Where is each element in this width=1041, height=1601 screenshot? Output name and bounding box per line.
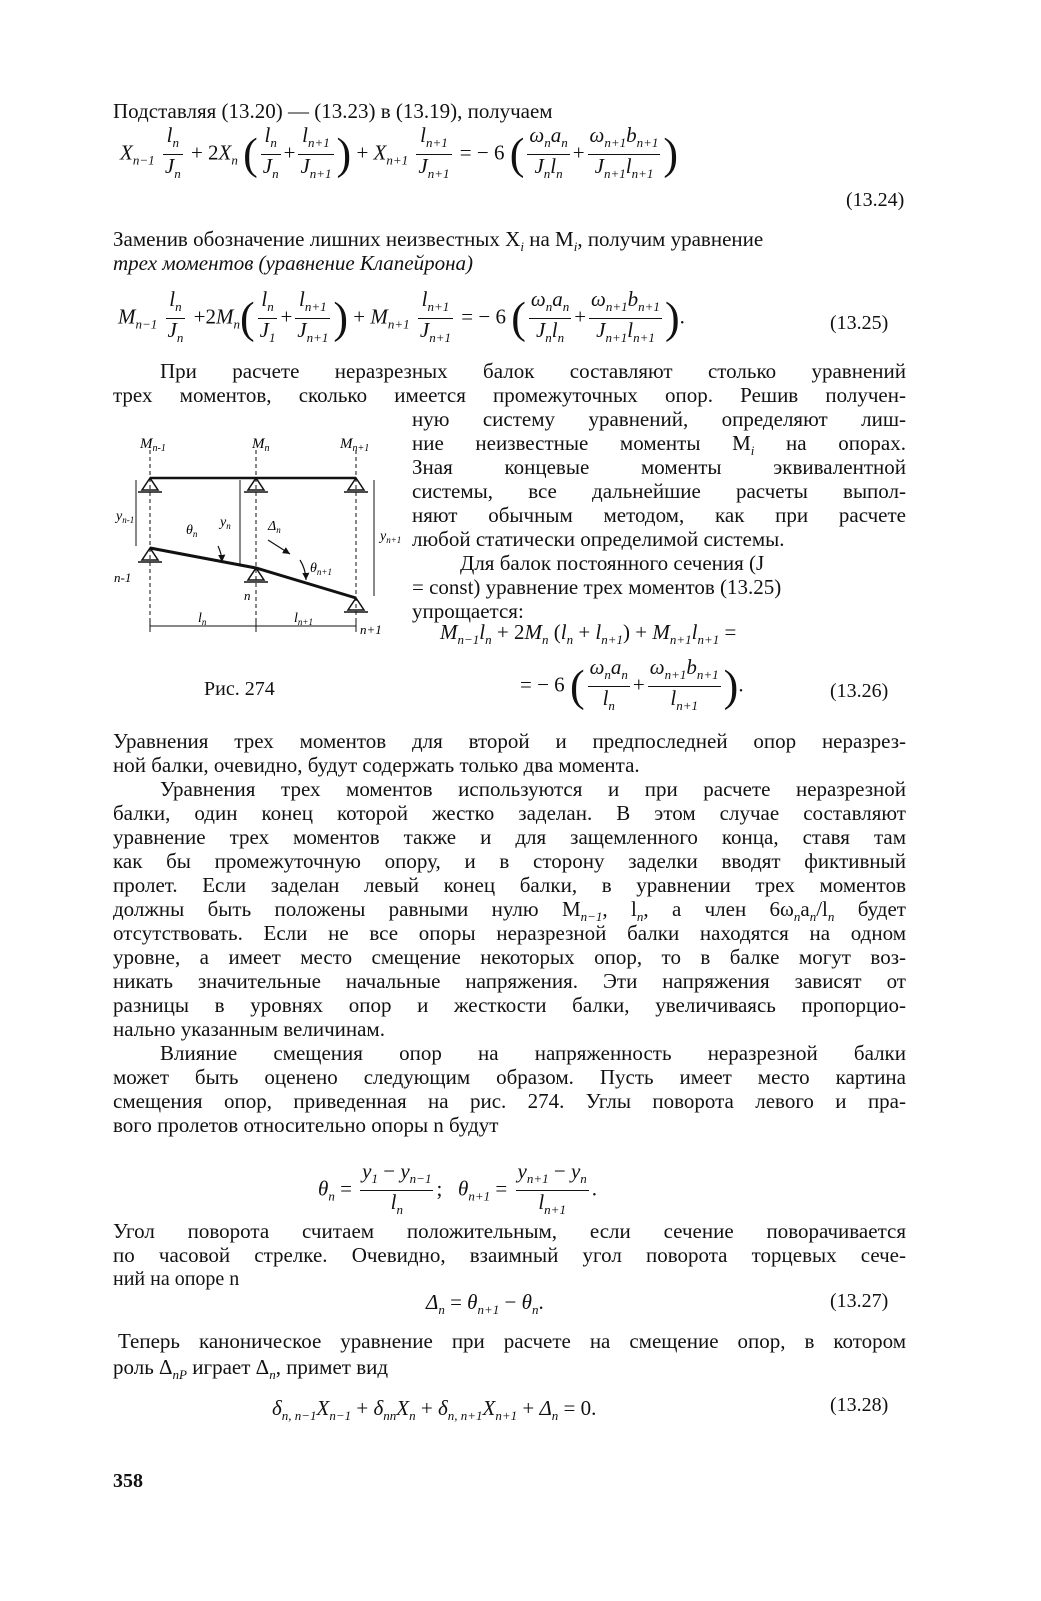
para3-line-3: уравнение трех моментов также и для защемленного конца, ставя там xyxy=(113,825,906,849)
para6-line-1: Теперь каноническое уравнение при расчете на смещение опор, в котором xyxy=(118,1329,906,1353)
delta-arrow xyxy=(268,540,290,554)
eq-number-13-28: (13.28) xyxy=(830,1394,889,1416)
equation-13-25: $M_{n-1}$ $\frac{l_n}{J_n}$ $+2M_n$( $\frac{l_n}{J_1}$ + $\frac{l_{n+1}}{J_{n+1}}$ ) + $M_{n+1}$ $\frac{l_{n+1}}{J_{n+1}}$ = − 6 ( $\frac{\omega_na_n}{J_nl_n}$ + $\frac{\omega_{n+1}b_{n+1}}{J_{n+1}l_{n+1}}$ ). xyxy=(118,287,685,346)
para6-line-2 xyxy=(113,1354,388,1388)
rename-text-1: Заменив обозначение лишних неизвестных X xyxy=(113,227,521,251)
para3-line-6a: должны быть положены равными нулю M xyxy=(113,897,581,921)
para5-line-1: Угол поворота считаем положительным, если сечение поворачивается xyxy=(113,1219,906,1243)
para6-text-a: роль Δ xyxy=(113,1355,173,1379)
label-y-prev: $y_{n-1}$ xyxy=(116,509,135,525)
para5-line-3: ний на опоре n xyxy=(113,1268,240,1290)
para4-line-1: Влияние смещения опор на напряженность неразрезной балки xyxy=(160,1041,906,1065)
equation-13-26-line2: = − 6 ( $\frac{\omega_na_n}{l_n}$ + $\frac{\omega_{n+1}b_{n+1}}{l_{n+1}}$ ). xyxy=(520,655,744,714)
para1-line-5: Зная концевые моменты эквивалентной xyxy=(412,455,906,479)
equation-13-28: $\delta_{n, n-1}X_{n-1} + \delta_{nn}X_n + \delta_{n, n+1}X_{n+1} + \Delta_n = 0$. xyxy=(272,1396,597,1424)
para1-line-9: Для балок постоянного сечения (J xyxy=(460,551,765,575)
para1-line-3: ную систему уравнений, определяют лиш- xyxy=(412,407,906,431)
intro-line: Подставляя (13.20) — (13.23) в (13.19), получаем xyxy=(113,99,553,123)
para6-sub-b: n xyxy=(269,1367,276,1383)
para6-text-b: играет Δ xyxy=(187,1355,270,1379)
para1-line-4: ние неизвестные моменты $M_i$ на опорах. xyxy=(412,431,907,459)
para1-line-1: При расчете неразрезных балок составляют столько уравнений xyxy=(160,359,906,383)
para1-line-4a: ние неизвестные моменты M xyxy=(412,431,751,455)
equation-theta: $\theta_n$ = $\frac{y_1 - y_{n-1}}{l_n}$ ; $\theta_{n+1}$ = $\frac{y_{n+1} - y_n}{l_{n+1}}$ . xyxy=(318,1159,598,1218)
label-m-n: $M_n$ xyxy=(252,436,270,454)
label-m-next: $M_{n+1}$ xyxy=(340,436,370,454)
label-theta-n: $\theta_n$ xyxy=(186,523,198,539)
label-l-next: $l_{n+1}$ xyxy=(294,611,313,627)
para3-line-9: никать значительные начальные напряжения. Эти напряжения зависят от xyxy=(113,969,906,993)
label-theta-next: $\theta_{n+1}$ xyxy=(310,561,332,577)
para6-sub-a: nP xyxy=(172,1367,187,1383)
rename-line: Заменив обозначение лишних неизвестных $X_i$ на $M_i$, получим уравнение xyxy=(113,227,764,255)
para3-line-6d: a xyxy=(800,897,810,921)
figure-274 xyxy=(108,430,408,660)
para1-line-4b: на опорах. xyxy=(754,431,907,455)
label-m-prev: $M_{n-1}$ xyxy=(140,436,166,454)
para3-line-8: уровне, а имеет место смещение некоторых опор, то в балке могут воз- xyxy=(113,945,906,969)
label-node-next: n+1 xyxy=(360,622,382,637)
para3-line-6c: , а член 6ω xyxy=(643,897,794,921)
para3-line-1: Уравнения трех моментов используются и при расчете неразрезной xyxy=(160,777,906,801)
label-node-prev: n-1 xyxy=(114,570,132,585)
para3-line-7: отсутствовать. Если не все опоры неразрезной балки находятся на одном xyxy=(113,921,906,945)
para1-line-2: трех моментов, сколько имеется промежуточных опор. Решив получен- xyxy=(113,383,906,407)
para4-line-2: может быть оценено следующим образом. Пусть имеет место картина xyxy=(113,1065,906,1089)
equation-13-27: $\Delta_n = \theta_{n+1} - \theta_n$. xyxy=(426,1290,544,1318)
para2-line-1: Уравнения трех моментов для второй и предпоследней опор неразрез- xyxy=(113,729,906,753)
para3-line-11: нально указанным величинам. xyxy=(113,1017,385,1041)
para3-line-6f: будет xyxy=(834,897,906,921)
rename-line-2: трех моментов (уравнение Клапейрона) xyxy=(113,251,474,275)
para1-line-10: = const) уравнение трех моментов (13.25) xyxy=(412,575,782,599)
para1-line-7: няют обычным методом, как при расчете xyxy=(412,503,906,527)
para1-line-11: упрощается: xyxy=(412,599,524,623)
para3-line-4: как бы промежуточную опору, и в сторону заделки вводят фиктивный xyxy=(113,849,906,873)
label-y-n: $y_n$ xyxy=(220,515,231,531)
para3-line-6e: /l xyxy=(816,897,828,921)
para1-line-6: системы, все дальнейшие расчеты выпол- xyxy=(412,479,906,503)
equation-13-26-line1: $M_{n-1}l_n + 2M_n$ $(l_n + l_{n+1}) + M_{n+1}l_{n+1}$ = xyxy=(440,620,737,648)
para4-line-3: смещения опор, приведенная на рис. 274. Углы поворота левого и пра- xyxy=(113,1089,906,1113)
figure-caption: Рис. 274 xyxy=(204,678,275,700)
para6-text-c: , примет вид xyxy=(275,1355,389,1379)
eq-number-13-24: (13.24) xyxy=(846,189,905,211)
equation-13-24: $X_{n-1}$ $\frac{l_n}{J_n}$ + $2X_n$ ( $\frac{l_n}{J_n}$ + $\frac{l_{n+1}}{J_{n+1}}$ ) + $X_{n+1}$ $\frac{l_{n+1}}{J_{n+1}}$ = − 6 ( $\frac{\omega_na_n}{J_nl_n}$ + $\frac{\omega_{n+1}b_{n+1}}{J_{n+1}l_{n+1}}$ ) xyxy=(120,123,679,182)
para5-line-2: по часовой стрелке. Очевидно, взаимный угол поворота торцевых сече- xyxy=(113,1243,906,1267)
rename-text-2: на M xyxy=(523,227,574,251)
para2-line-2: ной балки, очевидно, будут содержать только два момента. xyxy=(113,753,640,777)
page-number: 358 xyxy=(113,1470,143,1492)
para3-line-10: разницы в уровнях опор и жесткости балки, увеличиваясь пропорцио- xyxy=(113,993,906,1017)
para3-line-5: пролет. Если заделан левый конец балки, в уравнении трех моментов xyxy=(113,873,906,897)
para4-line-4: вого пролетов относительно опоры n будут xyxy=(113,1113,499,1137)
theta-next-arc xyxy=(300,560,306,580)
eq-number-13-25: (13.25) xyxy=(830,312,889,334)
para3-line-6b: , l xyxy=(602,897,637,921)
label-delta-n: $\Delta_n$ xyxy=(268,519,281,535)
eq-number-13-27: (13.27) xyxy=(830,1290,889,1312)
para3-line-2: балки, один конец которой жестко заделан. В этом случае составляют xyxy=(113,801,906,825)
label-node-n: n xyxy=(244,588,251,603)
label-l-n: $l_n$ xyxy=(198,611,207,627)
para1-line-8: любой статически определимой системы. xyxy=(412,527,785,551)
para3-line-6: должны быть положены равными нулю $M_{n-1}$, $l_n$, а член $6\omega_na_n/l_n$ будет xyxy=(113,897,906,925)
rename-text-3: , получим уравнение xyxy=(577,227,764,251)
eq-number-13-26: (13.26) xyxy=(830,680,889,702)
label-y-next: $y_{n+1}$ xyxy=(380,529,402,545)
